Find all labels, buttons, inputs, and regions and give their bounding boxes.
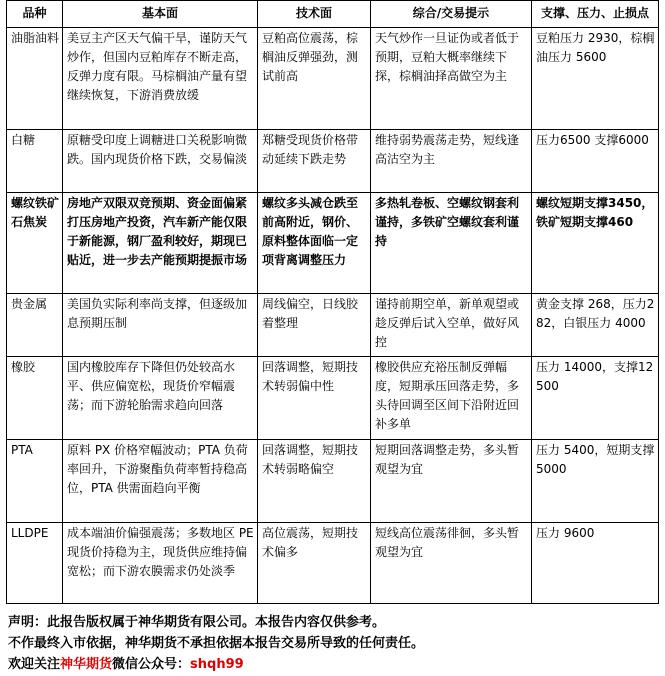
row-levels: 豆粕压力 2930，棕榈油压力 5600 bbox=[532, 28, 659, 130]
row-levels: 压力 5400，短期支撑 5000 bbox=[532, 440, 659, 523]
row-advice: 短期回落调整走势，多头暂观望为宜 bbox=[371, 440, 532, 523]
table-row bbox=[7, 357, 659, 440]
row-advice: 短线高位震荡徘徊，多头暂观望为宜 bbox=[371, 523, 532, 604]
wechat-id: shqh99 bbox=[190, 657, 244, 672]
table-row bbox=[7, 130, 659, 193]
table-row bbox=[7, 523, 659, 604]
row-levels: 黄金支撑 268，压力282，白银压力 4000 bbox=[532, 294, 659, 357]
row-advice: 谨持前期空单，新单观望或趁反弹后试入空单，做好风控 bbox=[371, 294, 532, 357]
row-fundamental: 美国负实际利率尚支撑，但逐级加息预期压制 bbox=[63, 294, 258, 357]
row-technical: 周线偏空，日线胶着整理 bbox=[258, 294, 371, 357]
row-levels: 压力6500 支撑6000 bbox=[532, 130, 659, 193]
row-variety: 橡胶 bbox=[7, 357, 63, 440]
table-row bbox=[7, 294, 659, 357]
row-fundamental: 成本端油价偏强震荡；多数地区 PE 现货价持稳为主，现货供应维持偏宽松；而下游农膜需求仍处淡季 bbox=[63, 523, 258, 604]
row-variety: 白糖 bbox=[7, 130, 63, 193]
row-advice: 维持弱势震荡走势，短线逢高沽空为主 bbox=[371, 130, 532, 193]
header-technical: 技术面 bbox=[258, 1, 371, 28]
row-technical: 高位震荡，短期技术偏多 bbox=[258, 523, 371, 604]
disclaimer bbox=[8, 612, 658, 675]
row-technical: 螺纹多头减仓跌至前高附近，钢价、原料整体面临一定项背离调整压力 bbox=[258, 193, 371, 294]
row-levels: 压力 14000，支撑12500 bbox=[532, 357, 659, 440]
row-technical: 回落调整，短期技术转弱偏中性 bbox=[258, 357, 371, 440]
row-advice: 橡胶供应充裕压制反弹幅度，短期承压回落走势，多头待回调至区间下沿附近回补多单 bbox=[371, 357, 532, 440]
row-fundamental: 原料 PX 价格窄幅波动；PTA 负荷率回升，下游聚酯负荷率暂持稳高位，PTA 供需面趋向平衡 bbox=[63, 440, 258, 523]
row-fundamental: 原糖受印度上调糖进口关税影响微跌。国内现货价格下跌，交易偏淡 bbox=[63, 130, 258, 193]
row-variety: PTA bbox=[7, 440, 63, 523]
row-variety: 螺纹铁矿石焦炭 bbox=[7, 193, 63, 294]
row-fundamental: 国内橡胶库存下降但仍处较高水平、供应偏宽松，现货价窄幅震荡；而下游轮胎需求趋向回落 bbox=[63, 357, 258, 440]
header-fundamental: 基本面 bbox=[63, 1, 258, 28]
disclaimer-line-2: 不作最终入市依据，神华期货不承担依据本报告交易所导致的任何责任。 bbox=[8, 636, 425, 651]
table-row bbox=[7, 193, 659, 294]
row-technical: 豆粕高位震荡，棕榈油反弹强劲，测试前高 bbox=[258, 28, 371, 130]
row-fundamental: 美豆主产区天气偏干旱，谨防天气炒作，但国内豆粕库存不断走高，反弹力度有限。马棕榈油产量有望继续恢复，下游消费放缓 bbox=[63, 28, 258, 130]
follow-line bbox=[8, 654, 658, 675]
row-levels: 螺纹短期支撑3450，铁矿短期支撑460 bbox=[532, 193, 659, 294]
table-row bbox=[7, 440, 659, 523]
row-advice: 天气炒作一旦证伪或者低于预期，豆粕大概率继续下探，棕榈油择高做空为主 bbox=[371, 28, 532, 130]
wechat-label: 微信公众号： bbox=[112, 657, 191, 672]
header-levels: 支撑、压力、止损点 bbox=[532, 1, 659, 28]
strategy-table bbox=[6, 0, 659, 604]
row-variety: 贵金属 bbox=[7, 294, 63, 357]
row-fundamental: 房地产双限双竞预期、资金面偏紧打压房地产投资，汽车新产能仅限于新能源，钢厂盈利较好，期现已贴近，进一步去产能预期提振市场 bbox=[63, 193, 258, 294]
row-advice: 多热轧卷板、空螺纹钢套利谨持，多铁矿空螺纹套利谨持 bbox=[371, 193, 532, 294]
disclaimer-line-1: 声明：此报告版权属于神华期货有限公司。本报告内容仅供参考。 bbox=[8, 615, 386, 630]
row-levels: 压力 9600 bbox=[532, 523, 659, 604]
header-advice: 综合/交易提示 bbox=[371, 1, 532, 28]
table-header-row bbox=[7, 1, 659, 28]
table-row bbox=[7, 28, 659, 130]
row-variety: LLDPE bbox=[7, 523, 63, 604]
row-variety: 油脂油料 bbox=[7, 28, 63, 130]
follow-prefix: 欢迎关注 bbox=[8, 657, 61, 672]
header-variety: 品种 bbox=[7, 1, 63, 28]
brand-name: 神华期货 bbox=[60, 657, 113, 672]
row-technical: 回落调整，短期技术转弱略偏空 bbox=[258, 440, 371, 523]
row-technical: 郑糖受现货价格带动延续下跌走势 bbox=[258, 130, 371, 193]
